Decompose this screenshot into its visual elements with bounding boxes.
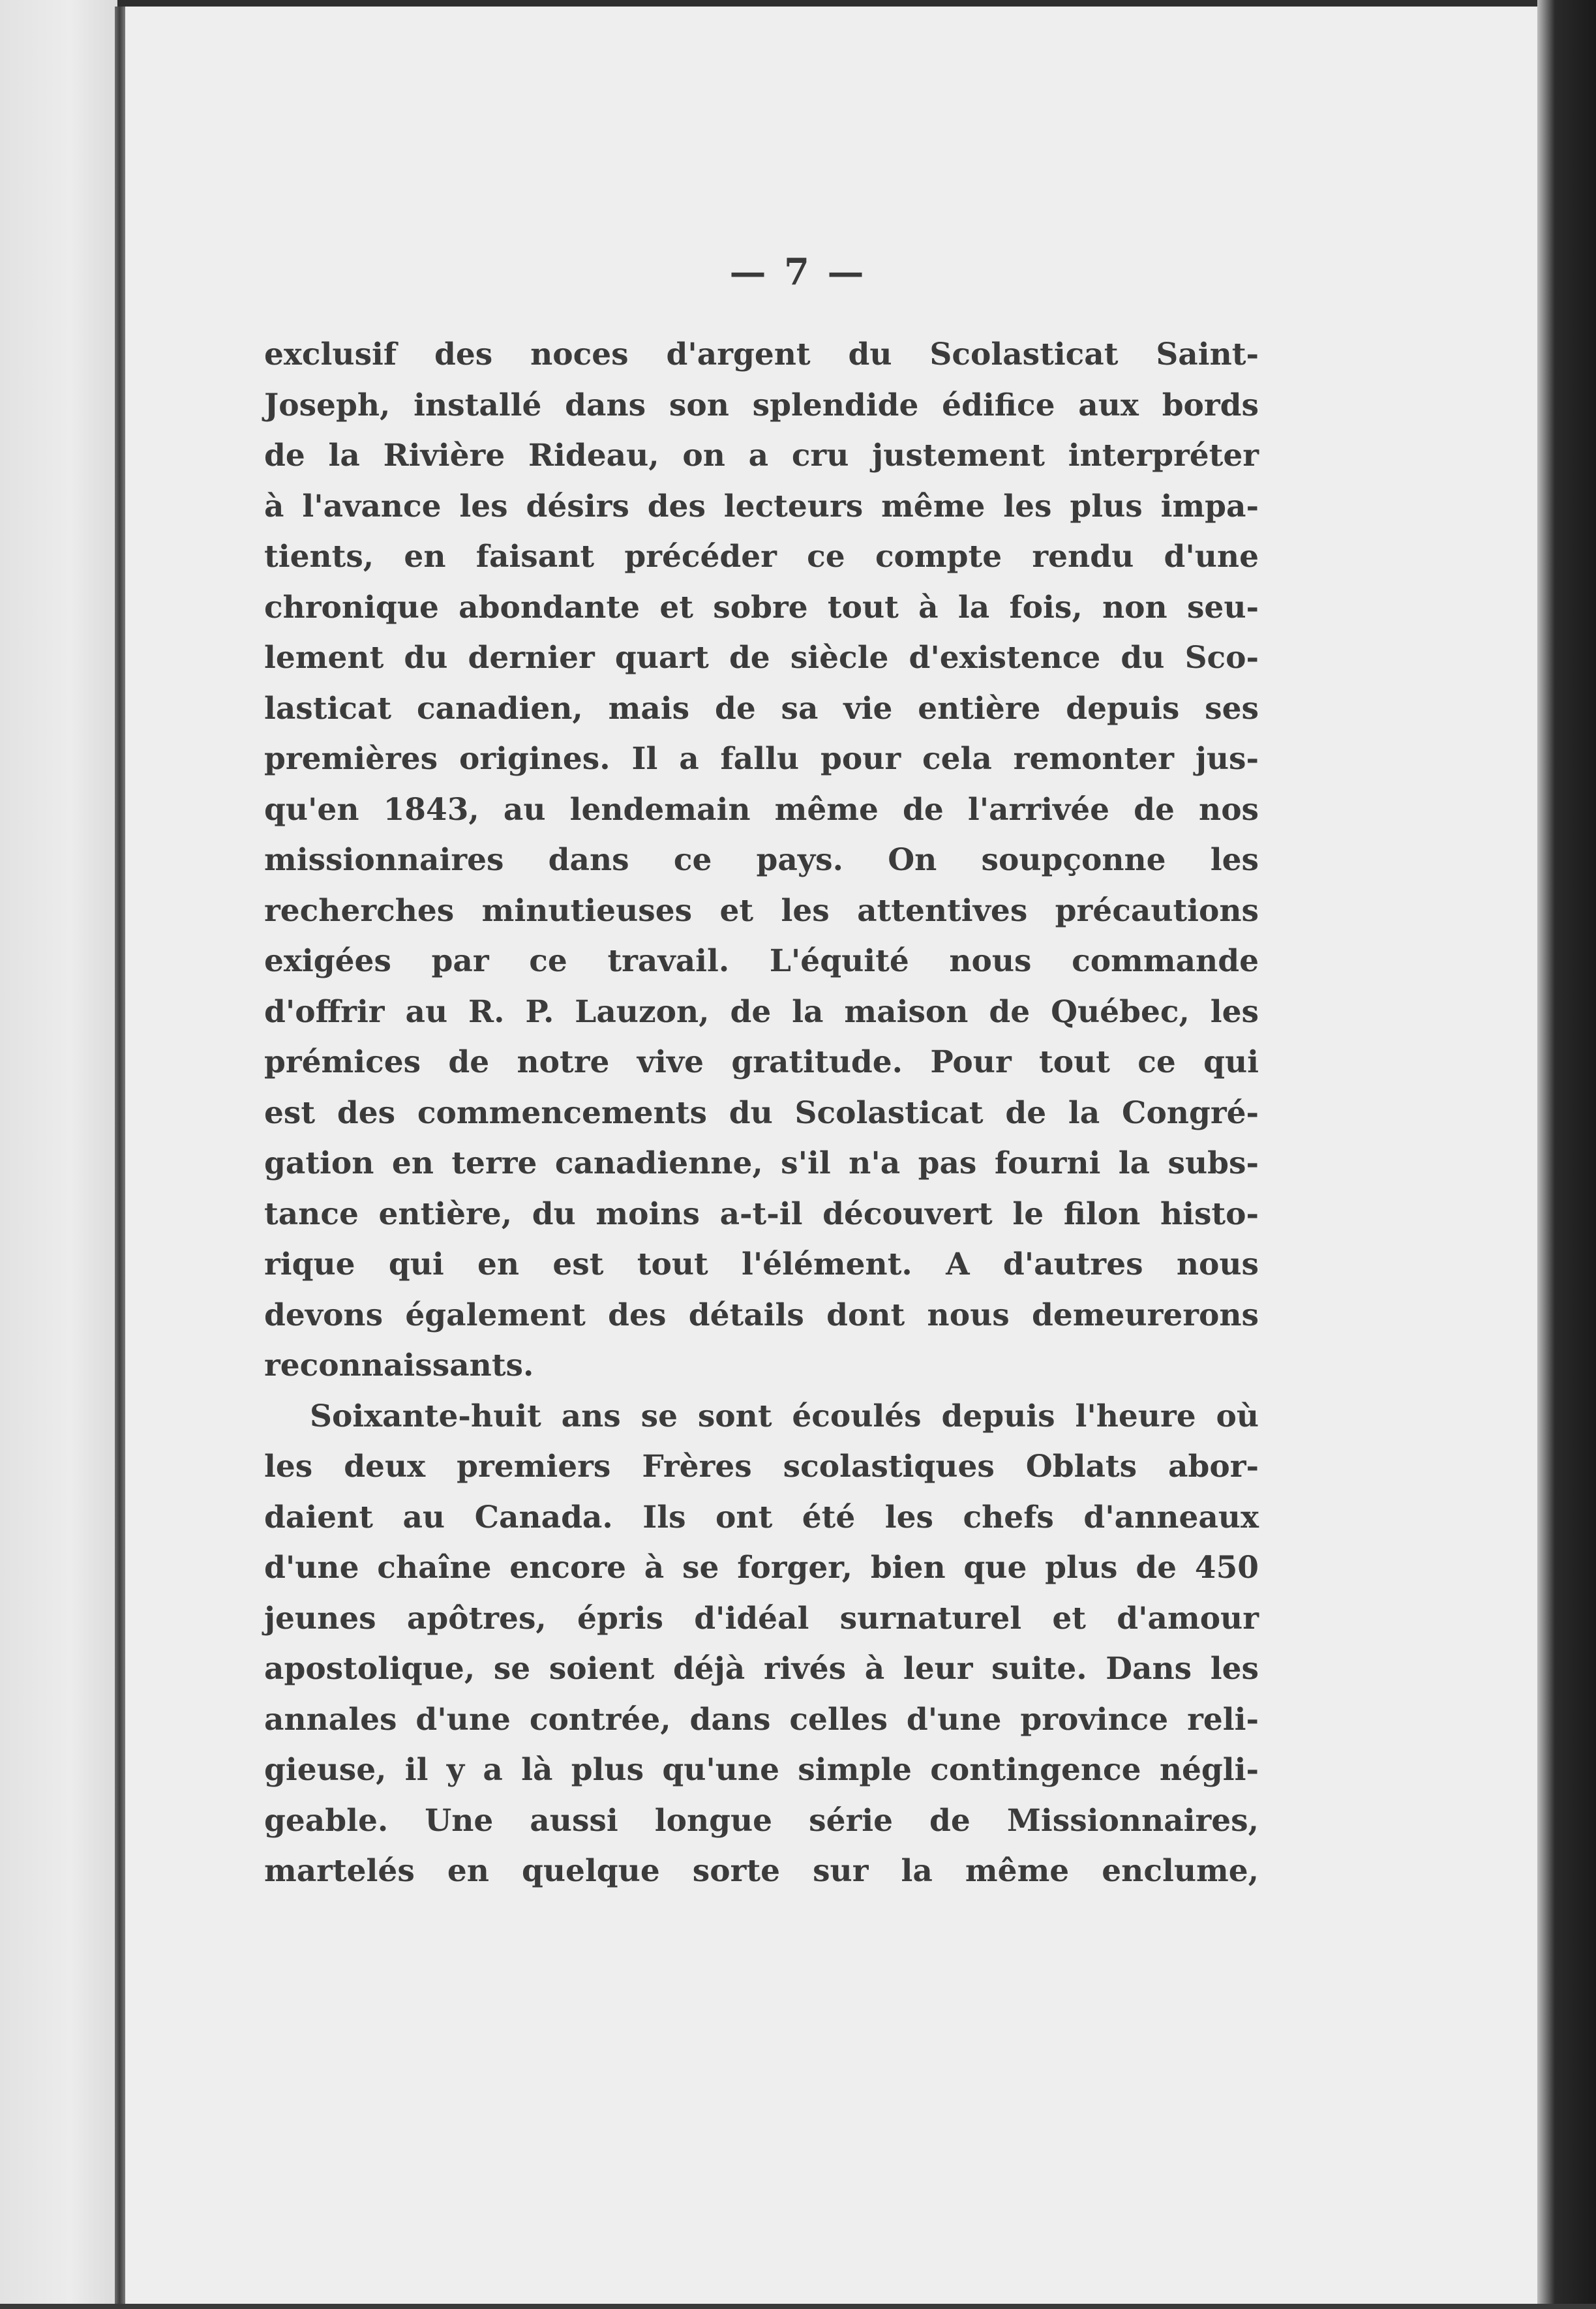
text-line: lasticat canadien, mais de sa vie entière depuis ses (264, 690, 1259, 727)
text-line: premières origines. Il a fallu pour cela remonter jus- (264, 741, 1259, 777)
text-line: recherches minutieuses et les attentives précautions (264, 892, 1259, 929)
page-number: — 7 — (729, 250, 867, 294)
text-line: à l'avance les désirs des lecteurs même les plus impa- (264, 488, 1259, 524)
text-line: gation en terre canadienne, s'il n'a pas fourni la subs- (264, 1145, 1259, 1181)
top-scan-edge (0, 0, 1596, 7)
facing-page-edge (0, 0, 117, 2309)
text-line: les deux premiers Frères scolastiques Oblats abor- (264, 1449, 1259, 1485)
text-line: tance entière, du moins a-t-il découvert le filon histo- (264, 1196, 1259, 1232)
text-line: Joseph, installé dans son splendide édifice aux bords (264, 387, 1259, 423)
text-line: jeunes apôtres, épris d'idéal surnaturel et d'amour (264, 1600, 1259, 1637)
text-line: annales d'une contrée, dans celles d'une province reli- (264, 1701, 1259, 1738)
text-line: daient au Canada. Ils ont été les chefs d'anneaux (264, 1499, 1259, 1535)
text-line: chronique abondante et sobre tout à la fois, non seu- (264, 589, 1259, 626)
text-line: prémices de notre vive gratitude. Pour tout ce qui (264, 1044, 1259, 1080)
bottom-scan-edge (0, 2304, 1596, 2309)
text-line: exclusif des noces d'argent du Scolasticat Saint- (264, 337, 1259, 372)
text-line: de la Rivière Rideau, on a cru justement interpréter (264, 438, 1259, 474)
text-line: tients, en faisant précéder ce compte rendu d'une (264, 539, 1259, 575)
text-line: reconnaissants. (264, 1348, 534, 1383)
text-line: gieuse, il y a là plus qu'une simple contingence négli- (264, 1752, 1259, 1788)
right-scan-edge (1537, 0, 1596, 2309)
text-line: est des commencements du Scolasticat de la Congré- (264, 1094, 1259, 1131)
text-line: geable. Une aussi longue série de Missionnaires, (264, 1802, 1259, 1839)
text-line: martelés en quelque sorte sur la même enclume, (264, 1853, 1259, 1889)
text-line: d'une chaîne encore à se forger, bien que plus de 450 (264, 1550, 1259, 1586)
book-gutter (115, 7, 125, 2309)
text-line: Soixante-huit ans se sont écoulés depuis l'heure où (310, 1398, 1259, 1434)
text-line: apostolique, se soient déjà rivés à leur suite. Dans les (264, 1651, 1259, 1687)
text-line: rique qui en est tout l'élément. A d'autres nous (264, 1246, 1259, 1282)
text-line: lement du dernier quart de siècle d'existence du Sco- (264, 640, 1259, 676)
text-line: qu'en 1843, au lendemain même de l'arrivée de nos (264, 791, 1259, 828)
text-line: devons également des détails dont nous demeurerons (264, 1297, 1259, 1333)
text-line: exigées par ce travail. L'équité nous commande (264, 943, 1259, 979)
body-text (264, 329, 1259, 1897)
text-line: missionnaires dans ce pays. On soupçonne les (264, 842, 1259, 878)
text-line: d'offrir au R. P. Lauzon, de la maison de Québec, les (264, 993, 1259, 1030)
